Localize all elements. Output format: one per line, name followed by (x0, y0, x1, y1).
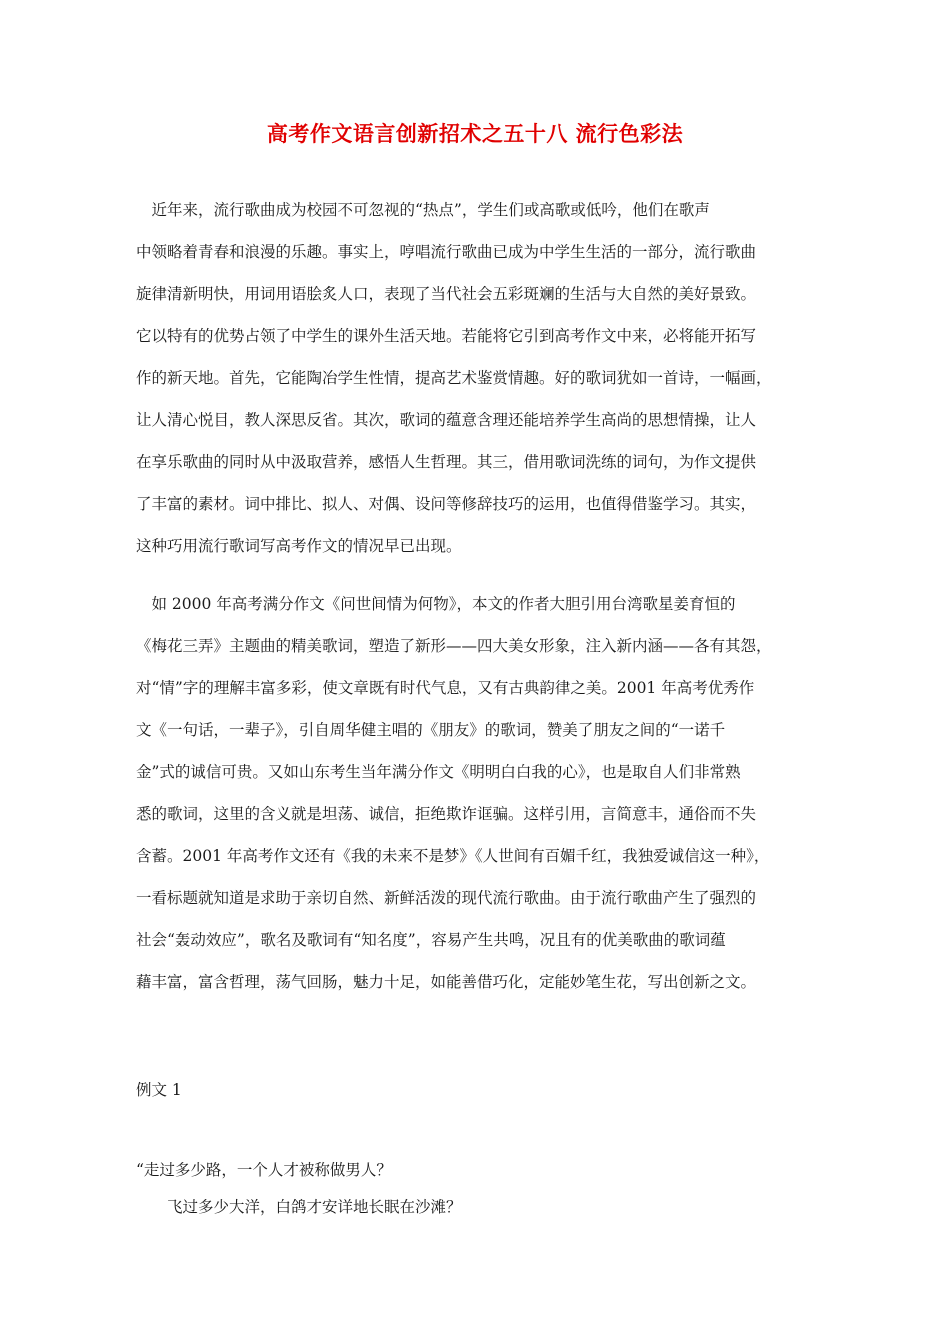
paragraph-line: 社会“轰动效应”，歌名及歌词有“知名度”，容易产生共鸣，况且有的优美歌曲的歌词蕴 (136, 931, 726, 949)
paragraph-line: 了丰富的素材。词中排比、拟人、对偶、设问等修辞技巧的运用，也值得借鉴学习。其实， (136, 495, 757, 513)
example-line: 飞过多少大洋，白鸽才安详地长眠在沙滩？ (136, 1198, 462, 1216)
paragraph-line: 中领略着青春和浪漫的乐趣。事实上，哼唱流行歌曲已成为中学生生活的一部分，流行歌曲 (136, 243, 757, 261)
paragraph-line: 在享乐歌曲的同时从中汲取营养，感悟人生哲理。其三，借用歌词洗练的词句，为作文提供 (136, 453, 757, 471)
paragraph-line: 悉的歌词，这里的含义就是坦荡、诚信，拒绝欺诈诓骗。这样引用，言简意丰，通俗而不失 (136, 805, 757, 823)
paragraph-line: 旋律清新明快，用词用语脍炙人口，表现了当代社会五彩斑斓的生活与大自然的美好景致。 (136, 285, 757, 303)
paragraph-line: 一看标题就知道是求助于亲切自然、新鲜活泼的现代流行歌曲。由于流行歌曲产生了强烈的 (136, 889, 757, 907)
example-heading: 例文 1 (136, 1081, 182, 1099)
paragraph-line: 金”式的诚信可贵。又如山东考生当年满分作文《明明白白我的心》，也是取自人们非常熟 (136, 763, 741, 781)
paragraph-line: 作的新天地。首先，它能陶冶学生性情，提高艺术鉴赏情趣。好的歌词犹如一首诗，一幅画， (136, 369, 772, 387)
paragraph-line: 对“情”字的理解丰富多彩，使文章既有时代气息，又有古典韵律之美。2001 年高考优秀作 (136, 679, 755, 697)
paragraph-line: 它以特有的优势占领了中学生的课外生活天地。若能将它引到高考作文中来，必将能开拓写 (136, 327, 757, 345)
paragraph-line: 含蓄。2001 年高考作文还有《我的未来不是梦》《人世间有百媚千红，我独爱诚信这一种》， (136, 847, 770, 865)
paragraph-line: 这种巧用流行歌词写高考作文的情况早已出现。 (136, 537, 462, 555)
example-line: “走过多少路，一个人才被称做男人？ (136, 1161, 392, 1179)
document-title: 高考作文语言创新招术之五十八 流行色彩法 (266, 121, 684, 146)
paragraph-line: 《梅花三弄》主题曲的精美歌词，塑造了新形——四大美女形象，注入新内涵——各有其怨， (136, 637, 772, 655)
paragraph-line: 近年来，流行歌曲成为校园不可忽视的“热点”，学生们或高歌或低吟，他们在歌声 (136, 201, 710, 219)
paragraph-line: 藉丰富，富含哲理，荡气回肠，魅力十足，如能善借巧化，定能妙笔生花，写出创新之文。 (136, 973, 757, 991)
paragraph-line: 如 2000 年高考满分作文《问世间情为何物》，本文的作者大胆引用台湾歌星姜育恒的 (136, 595, 736, 613)
paragraph-line: 文《一句话，一辈子》，引自周华健主唱的《朋友》的歌词，赞美了朋友之间的“一诺千 (136, 721, 726, 739)
paragraph-line: 让人清心悦目，教人深思反省。其次，歌词的蕴意含理还能培养学生高尚的思想情操，让人 (136, 411, 757, 429)
